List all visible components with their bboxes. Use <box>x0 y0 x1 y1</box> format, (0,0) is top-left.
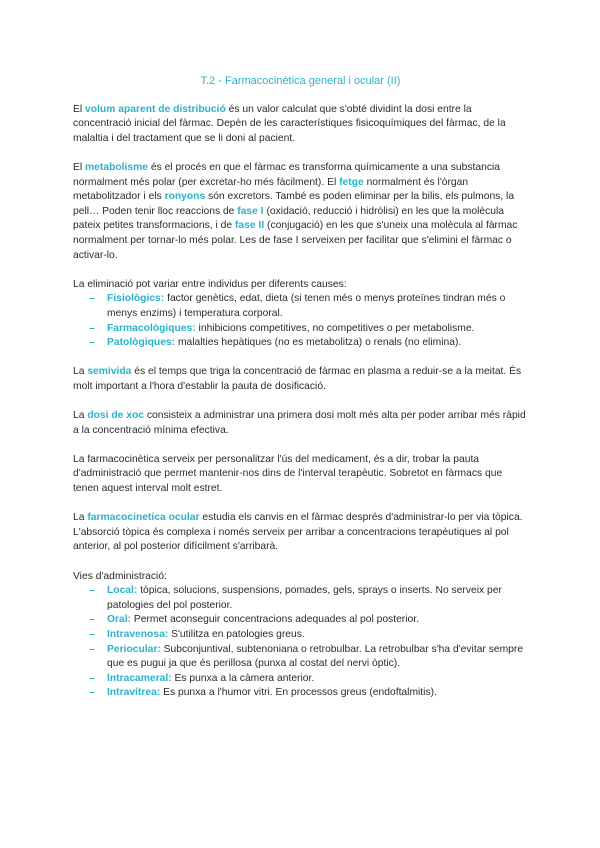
highlight-term: fase I <box>237 205 264 217</box>
list-item <box>89 628 528 643</box>
text: consisteix a administrar una primera dosi molt més alta per poder arribar més ràpid a la concentració mínima efectiva. <box>73 410 526 436</box>
list-item-text: tòpica, solucions, suspensions, pomades, gels, sprays o inserts. No serveix per patologies del pol posterior. <box>107 585 502 611</box>
list-item <box>89 292 528 321</box>
paragraph-volum-distribucio <box>73 103 528 147</box>
text: és el temps que triga la concentració de fàrmac en plasma a reduir-se a la meitat. És molt important a l'hora d'establir la pauta de dosificació. <box>73 366 522 392</box>
text: El <box>73 103 86 115</box>
list-item <box>89 322 528 337</box>
paragraph-vies-intro: Vies d'administració: <box>73 570 167 582</box>
list-item-label: Intravítrea: <box>107 687 161 699</box>
text: La <box>73 512 88 524</box>
dash-bullet-icon: – <box>89 687 95 699</box>
list-item <box>89 686 528 701</box>
text: La <box>73 366 88 378</box>
highlight-term: metabolisme <box>85 161 148 173</box>
list-item-label: Oral: <box>107 614 132 626</box>
list-item-text: Permet aconseguir concentracions adequades al pol posterior. <box>131 614 419 626</box>
list-item <box>89 584 528 613</box>
list-item-text: inhibicions competitives, no competitives o per metabolisme. <box>195 322 475 334</box>
document-title: T.2 - Farmacocinètica general i ocular (II) <box>200 75 401 87</box>
list-item-label: Patològiques: <box>107 337 176 349</box>
list-item-label: Intracameral: <box>107 672 172 684</box>
dash-bullet-icon: – <box>89 614 95 626</box>
paragraph-farmacocinetica-personalitzar: La farmacocinètica serveix per personalitzar l'ús del medicament, és a dir, trobar la pauta d'administració que permet mantenir-nos dins de l'interval terapèutic. Sobretot en fàrmacs que tenen aquest interval molt estret. <box>73 453 503 495</box>
dash-bullet-icon: – <box>89 322 95 334</box>
list-item-label: Periocular: <box>107 643 161 655</box>
list-item <box>89 643 528 672</box>
highlight-term: ronyons <box>164 191 206 203</box>
list-item-text: S'utilitza en patologies greus. <box>168 628 305 640</box>
dash-bullet-icon: – <box>89 585 95 597</box>
text: El <box>73 161 86 173</box>
highlight-term: dosi de xoc <box>87 410 144 422</box>
paragraph-eliminacio-intro: La eliminació pot variar entre individus per diferents causes: <box>73 278 347 290</box>
text: normalment és l'òrgan metabolitzador i els <box>73 176 469 203</box>
list-item-text: Es punxa a l'humor vitri. En processos greus (endoftalmitis). <box>160 687 437 699</box>
text: és un valor calculat que s'obté dividint la dosi entre la concentració inicial del fàrmac. Depèn de les característiques fisicoquímiques del fàrmac, de la malaltia i del tractament que se li doni al pacient. <box>73 103 506 144</box>
paragraph-dosi-xoc <box>73 409 528 438</box>
list-item <box>89 672 528 687</box>
dash-bullet-icon: – <box>89 293 95 305</box>
highlight-term: semivida <box>87 366 132 378</box>
highlight-term: fetge <box>339 176 364 188</box>
dash-bullet-icon: – <box>89 337 95 349</box>
highlight-term: farmacocinetica ocular <box>87 512 200 524</box>
text: La <box>73 410 88 422</box>
list-item-label: Fisiològics: <box>107 293 165 305</box>
text: (oxidació, reducció i hidròlisi) en les que la molècula pateix petites transformacions, i de <box>73 205 505 232</box>
highlight-term: fase II <box>234 220 265 232</box>
highlight-term: volum aparent de distribució <box>85 103 226 115</box>
list-item <box>89 613 528 628</box>
list-item-label: Local: <box>107 585 138 597</box>
list-item-label: Intravenosa: <box>107 628 169 640</box>
list-item-label: Farmacològiques: <box>107 322 196 334</box>
text: és el procés en que el fàrmac es transforma químicamente a una substancia normalment més polar (per excretar-ho més fàcilment). El <box>73 161 500 188</box>
list-item <box>89 336 528 351</box>
dash-bullet-icon: – <box>89 643 95 655</box>
dash-bullet-icon: – <box>89 672 95 684</box>
dash-bullet-icon: – <box>89 628 95 640</box>
paragraph-farmacocinetica-ocular <box>73 511 528 555</box>
text: són excretors. També es poden eliminar per la bilis, els pulmons, la pell… Poden tenir lloc reaccions de <box>73 191 515 217</box>
paragraph-metabolisme <box>73 161 528 263</box>
text: (conjugació) en les que s'uneix una molècula al fàrmac normalment per tornar-lo més polar. Les de fase I serveixen per facilitar que s'elimini el fàrmac o activar-lo. <box>73 220 518 261</box>
text: estudia els canvis en el fàrmac després d'administrar-lo per via tòpica. L'absorció tòpica és complexa i només serveix per arribar a concentracions terapèutiques al pol anterior, al pol posterior difícilment s'arribarà. <box>73 512 523 553</box>
list-item-text: factor genètics, edat, dieta (si tenen més o menys proteïnes tindran més o menys enzims) i temperatura corporal. <box>107 293 506 319</box>
list-vies-administracio <box>73 584 528 701</box>
list-item-text: Es punxa a la càmera anterior. <box>171 672 315 684</box>
list-item-text: malalties hepàtiques (no es metabolitza) o renals (no elimina). <box>175 337 462 349</box>
list-item-text: Subconjuntival, subtenoniana o retrobulbar. La retrobulbar s'ha d'evitar sempre que es pugui ja que és perillosa (punxa al costat del nervi òptic). <box>107 643 524 670</box>
paragraph-semivida <box>73 365 528 394</box>
list-causes-eliminacio <box>73 292 528 350</box>
